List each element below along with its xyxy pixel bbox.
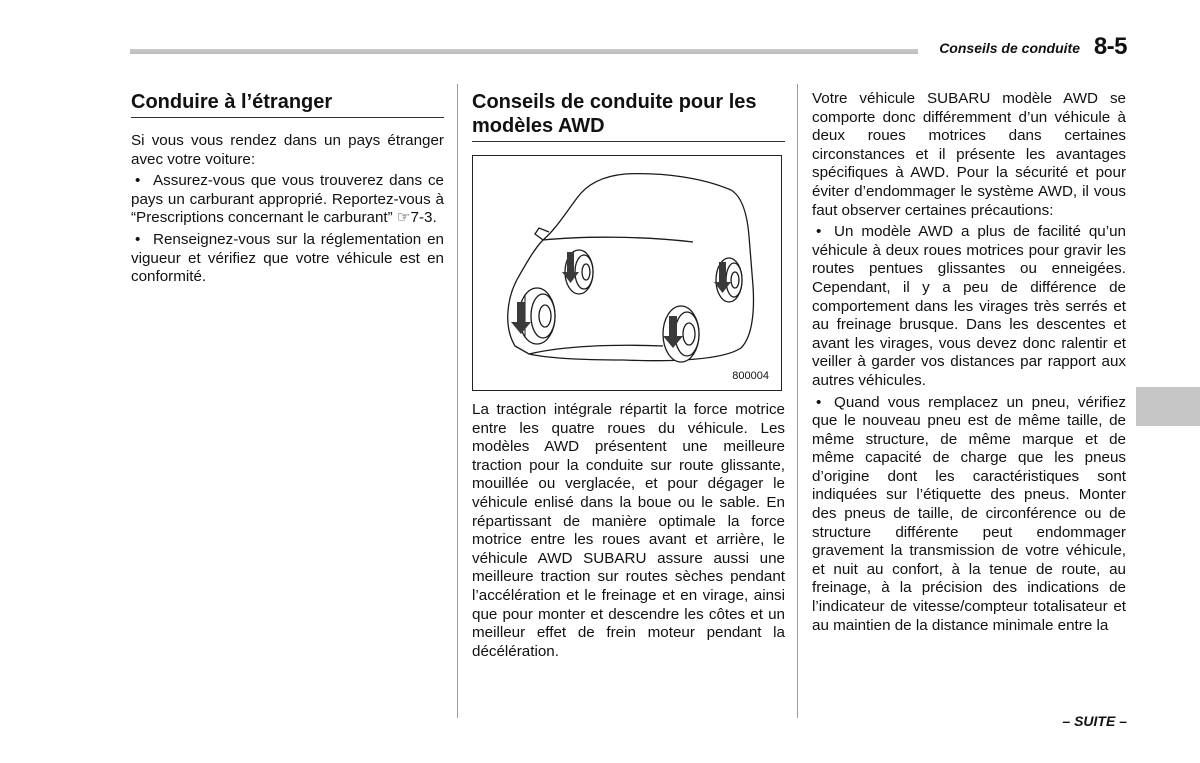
- left-bullet-2-text: Renseignez-vous sur la réglementation en vigueur et vérifiez que votre véhicule est en conformité.: [131, 230, 444, 286]
- middle-paragraph-block: [472, 401, 785, 661]
- car-mirror: [535, 228, 549, 240]
- right-bullet-2-text: Quand vous remplacez un pneu, vérifiez que le nouveau pneu est de même taille, de même structure, de même marque et de même capacité de charge que les pneus d’origine dont les caractéristiques sont indiquées sur l’étiquette des pneus. Monter des pneus de taille, de circonférence ou de structure différente peut endommager gravement la transmission de votre véhicule, et nuit au confort, à la tenue de route, au freinage, à la précision des indications de l’indicateur de vitesse/compteur totalisateur et au maintien de la distance minimale entre la: [812, 393, 1126, 634]
- left-column: [131, 90, 444, 287]
- car-bumper-line: [529, 345, 663, 354]
- left-bullet-1-text: Assurez-vous que vous trouverez dans ce pays un carburant approprié. Reportez-vous à “Prescriptions concernant le carburant” ☞7-3.: [131, 172, 444, 227]
- continue-label: – SUITE –: [1062, 713, 1127, 729]
- car-side-line: [543, 237, 693, 242]
- bullet-icon: •: [135, 172, 141, 190]
- right-column: [812, 90, 1126, 635]
- left-bullet-1: [131, 172, 444, 228]
- left-heading: Conduire à l’étranger: [131, 90, 444, 118]
- figure-code: 800004: [732, 370, 769, 382]
- left-intro: Si vous vous rendez dans un pays étranger avec votre voiture:: [131, 132, 444, 168]
- chapter-tab: [1136, 387, 1200, 426]
- right-intro: Votre véhicule SUBARU modèle AWD se comporte donc différemment d’un véhicule à deux roues motrices dans certaines circonstances et il présente les avantages spécifiques à AWD. Pour la sécurité et pour éviter d’endommager le système AWD, il vous faut observer certaines précautions:: [812, 90, 1126, 219]
- bullet-icon: •: [816, 393, 822, 411]
- awd-figure: [472, 155, 782, 391]
- middle-paragraph: La traction intégrale répartit la force motrice entre les quatre roues du véhicule. Les modèles AWD présentent une meilleure traction pour la conduite sur route glissante, mouillée ou verglacée, et pour dégager le véhicule enlisé dans la boue ou le sable. En répartissant de manière optimale la force motrice entre les roues avant et arrière, le véhicule AWD SUBARU assure aussi une meilleure traction sur routes sèches pendant l’accélération et le freinage et en virage, ainsi que pour monter et descendre les côtes et un meilleur effet de frein moteur pendant la décélération.: [472, 401, 785, 660]
- header-rule: [130, 49, 918, 54]
- bullet-icon: •: [816, 223, 822, 241]
- page-number: 8-5: [1093, 33, 1127, 60]
- right-bullet-2: [812, 394, 1126, 636]
- middle-heading: Conseils de conduite pour les modèles AWD: [472, 90, 785, 142]
- middle-column: [472, 90, 785, 142]
- section-title: Conseils de conduite: [939, 40, 1080, 56]
- awd-car-illustration: [473, 156, 781, 390]
- front-right-wheel: [663, 306, 699, 362]
- left-bullet-2: [131, 231, 444, 287]
- column-divider-2: [797, 84, 798, 718]
- right-bullet-1-text: Un modèle AWD a plus de facilité qu’un véhicule à deux roues motrices pour gravir les routes pentues glissantes ou enneigées. Cependant, il y a peu de différence de comportement dans les virages très serrés et au freinage brusque. Dans les descentes et avant les virages, vous devez donc ralentir et veiller à garder vos distances par rapport aux autres véhicules.: [812, 223, 1126, 389]
- column-divider-1: [457, 84, 458, 718]
- right-bullet-1: [812, 223, 1126, 390]
- bullet-icon: •: [135, 230, 141, 248]
